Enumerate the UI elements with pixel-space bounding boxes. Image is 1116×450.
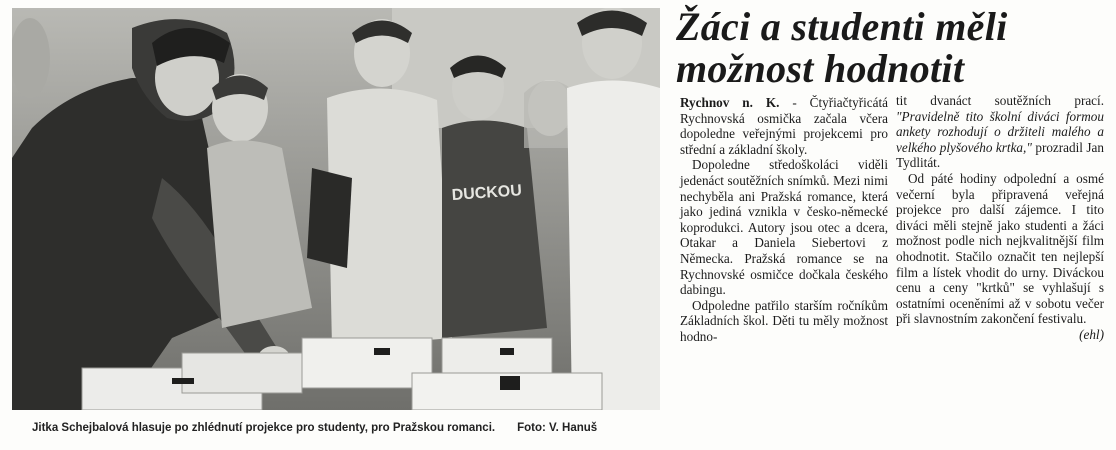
photo-caption — [32, 422, 672, 434]
paragraph-text: prozradil Jan Tydlitát. — [896, 139, 1104, 171]
article-headline — [676, 6, 1106, 90]
headline-line-1: Žáci a studenti měli — [676, 4, 1008, 49]
caption-text: Jitka Schejbalová hlasuje po zhlédnutí projekce pro studenty, pro Pražskou romanci. — [32, 422, 496, 434]
paragraph-text: Od páté hodiny odpolední a osmé večerní byla připravená veřejná projekce pro další zájemce. I tito diváci měli stejně jako studenti a žáci možnost podle nich nejkvalitnější film ohodnotit. Stačilo označit ten nejlepší film a lístek vhodit do urny. Diváckou cenu a ceny "krtků" se vyhlašují s ostatními oceněními až v sobotu večer při slavnostním zakončení festivalu. — [896, 170, 1104, 327]
paragraph-text: - Čtyřiačtyřicátá Rychnovská osmička začala včera dopoledne veřejnými projekcemi pro střední a základní školy. — [680, 95, 888, 157]
paragraph — [680, 95, 888, 157]
article-column-1 — [680, 95, 888, 345]
quote: "Pravidelně tito školní diváci formou ankety rozhodují o držiteli malého a velkého plyšového krtka," — [896, 108, 1104, 155]
paragraph: Odpoledne patřilo starším ročníkům Základních škol. Děti tu měly možnost hodno- — [680, 297, 888, 344]
paragraph — [896, 93, 1104, 171]
headline-line-2: možnost hodnotit — [676, 46, 965, 91]
author-signature: (ehl) — [1079, 326, 1104, 342]
paragraph — [896, 170, 1104, 342]
photo-credit: Foto: V. Hanuš — [517, 422, 598, 434]
photo-illustration — [12, 8, 660, 410]
news-photo — [12, 8, 660, 410]
dateline: Rychnov n. K. — [680, 95, 780, 110]
paragraph-text: tit dvanáct soutěžních prací. — [896, 93, 1104, 108]
article-column-2 — [896, 93, 1104, 343]
paragraph: Dopoledne středoškoláci viděli jedenáct soutěžních snímků. Mezi nimi nechyběla ani Pražská romance, která jako jediná vznikla v česko-německé koprodukci. Autory jsou otec a dcera, Otakar a Daniela Siebertovi z Německa. Pražská romance se na Rychnovské osmičce dočkala českého dabingu. — [680, 157, 888, 298]
shirt-text: DUCKOU — [451, 182, 523, 205]
